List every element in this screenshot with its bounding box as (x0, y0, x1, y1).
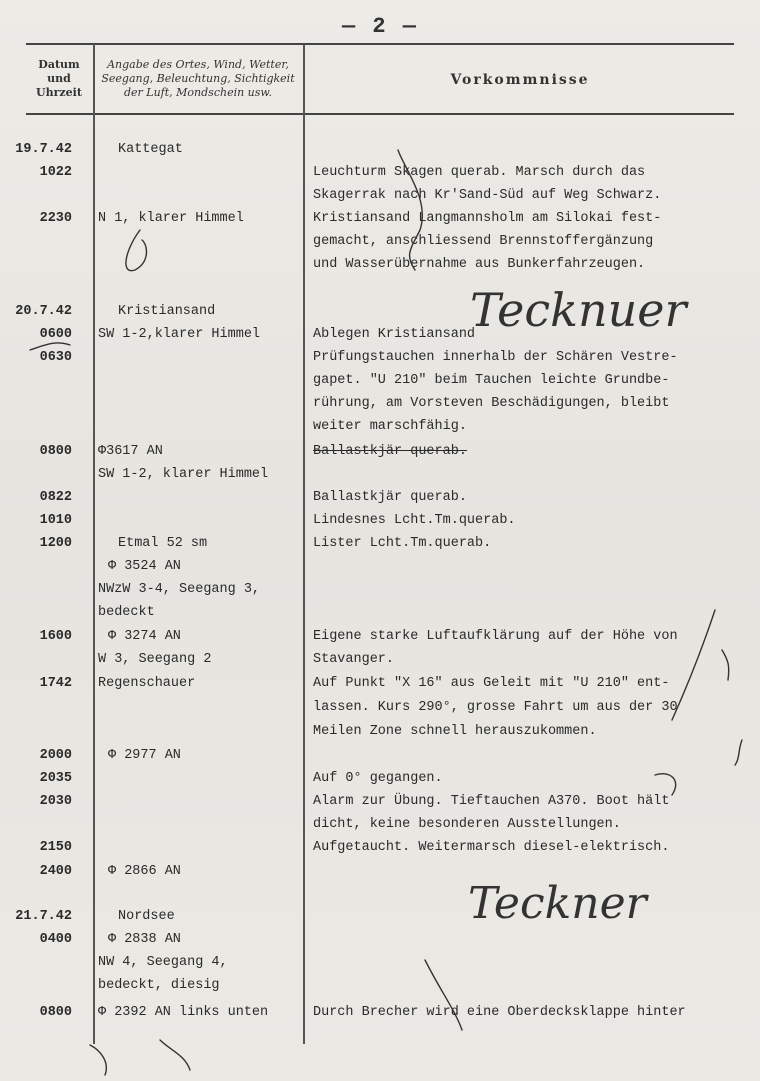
header-location-line-1: Angabe des Ortes, Wind, Wetter, (107, 58, 289, 71)
entry-location-weather: Kattegat (118, 142, 183, 157)
entry-location-weather: Etmal 52 sm (118, 536, 208, 551)
entry-date-time: 0400 (39, 932, 72, 947)
header-location-line-2: Seegang, Beleuchtung, Sichtigkeit (101, 72, 295, 85)
entry-date-time: 21.7.42 (15, 909, 72, 924)
entry-date-time: 1200 (39, 536, 72, 551)
page-number: — 2 — (341, 14, 418, 39)
entry-date-time: 2000 (39, 748, 72, 763)
entry-location-weather: Φ 2392 AN links unten (98, 1005, 269, 1020)
entry-date-time: 0800 (39, 444, 72, 459)
entry-event: dicht, keine besonderen Ausstellungen. (313, 817, 621, 832)
entry-event: gapet. "U 210" beim Tauchen leichte Grundbe- (313, 373, 670, 388)
header-events: Vorkommnisse (450, 72, 590, 88)
entry-date-time: 0630 (39, 350, 72, 365)
entry-event: lassen. Kurs 290°, grosse Fahrt um aus der 30 (313, 700, 678, 715)
entry-date-time: 2035 (39, 771, 72, 786)
entry-location-weather: Φ3617 AN (98, 444, 163, 459)
entry-location-weather: W 3, Seegang 2 (98, 652, 212, 667)
entry-event: Stavanger. (313, 652, 395, 667)
entry-date-time: 1742 (39, 676, 72, 691)
entry-event: gemacht, anschliessend Brennstoffergänzung (313, 234, 654, 249)
entry-date-time: 20.7.42 (15, 304, 72, 319)
entry-location-weather: Regenschauer (98, 676, 196, 691)
entry-event: Durch Brecher wird eine Oberdecksklappe hinter (313, 1005, 686, 1020)
entry-event: Alarm zur Übung. Tieftauchen A370. Boot hält (313, 794, 670, 809)
entry-location-weather: SW 1-2,klarer Himmel (98, 327, 261, 342)
entry-location-weather: NW 4, Seegang 4, (98, 955, 228, 970)
entry-location-weather: Nordsee (118, 909, 175, 924)
entry-event: Meilen Zone schnell herauszukommen. (313, 724, 597, 739)
header-location-line-3: der Luft, Mondschein usw. (123, 86, 273, 99)
entry-event: Ballastkjär querab. (313, 444, 467, 459)
entry-event: Leuchturm Skagen querab. Marsch durch das (313, 165, 646, 180)
entry-location-weather: SW 1-2, klarer Himmel (98, 467, 269, 482)
entry-location-weather: N 1, klarer Himmel (98, 211, 244, 226)
entry-event: Prüfungstauchen innerhalb der Schären Vestre- (313, 350, 678, 365)
entry-date-time: 2400 (39, 864, 72, 879)
entry-date-time: 0800 (39, 1005, 72, 1020)
header-date-line-1: Datum (38, 58, 80, 71)
entry-location-weather: Φ 2838 AN (108, 932, 181, 947)
entry-date-time: 1010 (39, 513, 72, 528)
entry-event: und Wasserübernahme aus Bunkerfahrzeugen. (313, 257, 646, 272)
entry-date-time: 0600 (39, 327, 72, 342)
entry-event: Kristiansand Langmannsholm am Silokai fest- (313, 211, 662, 226)
entry-event: Auf 0° gegangen. (313, 771, 443, 786)
entry-location-weather: Kristiansand (118, 304, 216, 319)
entry-event: Skagerrak nach Kr'Sand-Süd auf Weg Schwarz. (313, 188, 662, 203)
header-date-line-2: und (47, 72, 71, 85)
header-date-line-3: Uhrzeit (36, 86, 82, 99)
entry-location-weather: Φ 3274 AN (108, 629, 181, 644)
entry-date-time: 2150 (39, 840, 72, 855)
entry-date-time: 0822 (39, 490, 72, 505)
entry-location-weather: Φ 2977 AN (108, 748, 181, 763)
entry-location-weather: Φ 3524 AN (108, 559, 181, 574)
signature-1: Tecknuer (470, 283, 687, 337)
entry-date-time: 19.7.42 (15, 142, 72, 157)
entry-date-time: 1022 (39, 165, 72, 180)
entry-location-weather: bedeckt, diesig (98, 978, 220, 993)
entry-location-weather: NWzW 3-4, Seegang 3, (98, 582, 261, 597)
entry-date-time: 2030 (39, 794, 72, 809)
entry-date-time: 2230 (39, 211, 72, 226)
entry-location-weather: Φ 2866 AN (108, 864, 181, 879)
entry-event: Aufgetaucht. Weitermarsch diesel-elektrisch. (313, 840, 670, 855)
entry-event: weiter marschfähig. (313, 419, 467, 434)
entry-event: Auf Punkt "X 16" aus Geleit mit "U 210" ent- (313, 676, 670, 691)
entry-location-weather: bedeckt (98, 605, 155, 620)
signature-2: Teckner (468, 878, 647, 929)
entry-date-time: 1600 (39, 629, 72, 644)
entry-event: rührung, am Vorsteven Beschädigungen, bleibt (313, 396, 670, 411)
entry-event: Ablegen Kristiansand (313, 327, 476, 342)
entry-event: Eigene starke Luftaufklärung auf der Höhe von (313, 629, 678, 644)
entry-event: Lister Lcht.Tm.querab. (313, 536, 492, 551)
entry-event: Ballastkjär querab. (313, 490, 467, 505)
entry-event: Lindesnes Lcht.Tm.querab. (313, 513, 516, 528)
